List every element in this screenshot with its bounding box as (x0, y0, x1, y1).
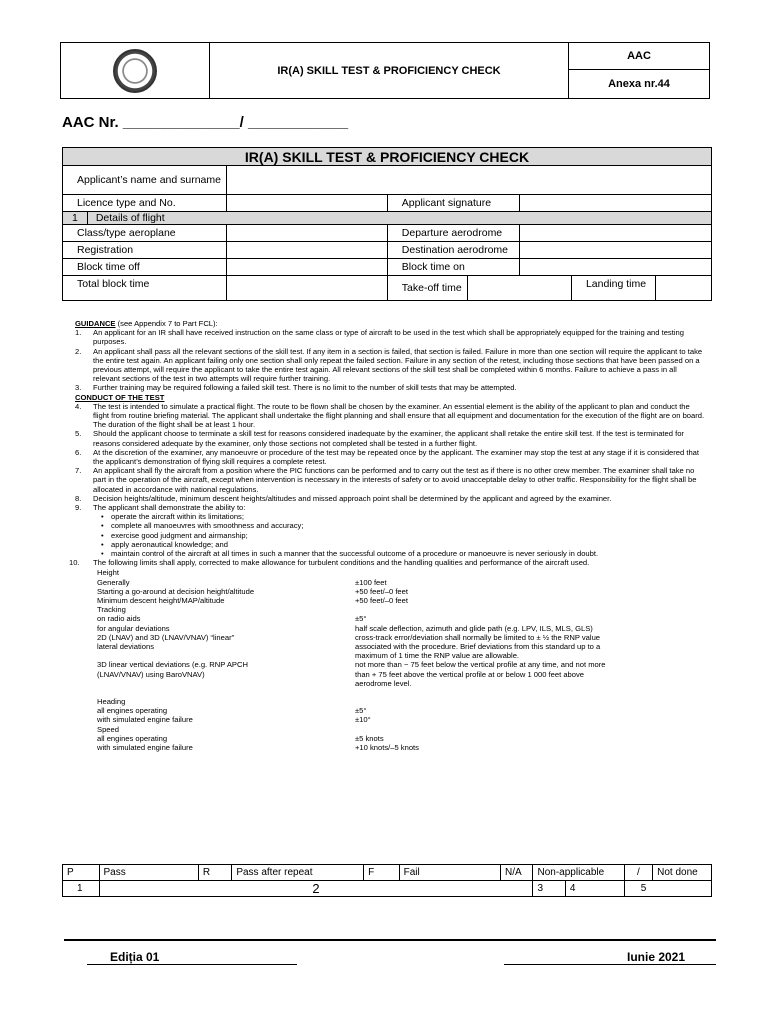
licence-field[interactable] (226, 195, 387, 212)
limit-row (75, 633, 705, 642)
limit-value: than + 75 feet above the vertical profile at or below 1 000 feet above (355, 669, 585, 679)
limit-label: Generally (97, 577, 130, 587)
limits-list (75, 568, 705, 752)
limit-value: +50 feet/–0 feet (355, 596, 408, 606)
limit-row (75, 670, 705, 679)
block-on-label: Block time on (387, 259, 519, 276)
limit-label: Speed (97, 724, 119, 734)
footer-edition: Ediția 01 (110, 950, 160, 964)
registration-label: Registration (63, 242, 227, 259)
legend-num-1: 1 (63, 881, 100, 897)
limit-row (75, 568, 705, 577)
limit-label: lateral deviations (97, 641, 154, 651)
limit-row (75, 706, 705, 715)
takeoff-field[interactable] (467, 276, 571, 301)
limit-label: 2D (LNAV) and 3D (LNAV/VNAV) “linear” (97, 632, 235, 642)
landing-field[interactable] (656, 276, 712, 301)
list-item: 2. An applicant shall pass all the relevant sections of the skill test. If any item in a section is failed, that section is failed. Failure in more than one section will require the applicant to take the entire test again. An applicant failing only one section shall only repeat the failed section. Failure in any section of the retest, including those sections that have been passed on a previous attempt, will require the applicant to take the entire test again. All relevant sections of the skill test shall be completed within 6 months. Failure to achieve a pass in all relevant sections of the test in two attempts will require further training. (75, 346, 703, 384)
legend-num-4: 4 (565, 881, 624, 897)
limit-row (75, 715, 705, 724)
destination-label: Destination aerodrome (387, 242, 519, 259)
footer-underline-left (87, 964, 297, 965)
applicant-name-label: Applicant’s name and surname (63, 166, 227, 195)
bullet-item: • apply aeronautical knowledge; and (75, 540, 705, 549)
class-type-label: Class/type aeroplane (63, 225, 227, 242)
limit-row (75, 605, 705, 614)
limit-row (75, 651, 705, 660)
section-number: 1 (63, 212, 88, 225)
aac-number-line: AAC Nr. ______________/ ____________ (62, 114, 349, 131)
bullet-item: • maintain control of the aircraft at all times in such a manner that the successful outcome of a procedure or manoeuvre is never seriously in doubt. (75, 549, 705, 558)
block-off-label: Block time off (63, 259, 227, 276)
form-title: IR(A) SKILL TEST & PROFICIENCY CHECK (63, 148, 712, 166)
legend-r: R (198, 865, 231, 881)
signature-field[interactable] (519, 195, 711, 212)
limit-label: with simulated engine failure (97, 715, 193, 725)
limit-value: ±5° (355, 706, 367, 716)
footer-divider (64, 939, 716, 941)
guidance-heading: GUIDANCE (75, 319, 116, 328)
destination-field[interactable] (519, 242, 711, 259)
limit-label: all engines operating (97, 706, 168, 716)
limit-value: half scale deflection, azimuth and glide path (e.g. LPV, ILS, MLS, GLS) (355, 623, 593, 633)
limit-row (75, 743, 705, 752)
limit-value: aerodrome level. (355, 678, 412, 688)
block-on-field[interactable] (519, 259, 711, 276)
list-item: 1. An applicant for an IR shall have received instruction on the same class or type of aircraft to be used in the test which shall be appropriately equipped for the training and testing purposes. (75, 328, 684, 347)
legend-repeat: Pass after repeat (232, 865, 364, 881)
limit-label: (LNAV/VNAV) using BaroVNAV) (97, 669, 205, 679)
limit-row (75, 734, 705, 743)
list-item: 6. At the discretion of the examiner, any manoeuvre or procedure of the test may be repeated once by the applicant. The examiner may stop the test at any stage if it is considered that the applicant’s demonstration of flying skill requires a complete retest. (75, 447, 700, 467)
header-title: IR(A) SKILL TEST & PROFICIENCY CHECK (210, 43, 569, 99)
grading-legend-table (62, 864, 712, 897)
licence-label: Licence type and No. (63, 195, 227, 212)
registration-field[interactable] (226, 242, 387, 259)
limit-row (75, 660, 705, 669)
block-off-field[interactable] (226, 259, 387, 276)
limit-value: +50 feet/–0 feet (355, 586, 408, 596)
limit-value: ±5 knots (355, 733, 384, 743)
limit-label: on radio aids (97, 614, 141, 624)
limit-row (75, 614, 705, 623)
total-block-field[interactable] (226, 276, 387, 301)
signature-label: Applicant signature (387, 195, 519, 212)
section-title: Details of flight (87, 212, 711, 225)
legend-p: P (63, 865, 100, 881)
legend-nonapp: Non-applicable (533, 865, 624, 881)
takeoff-label: Take-off time (387, 276, 467, 301)
limit-label: Starting a go-around at decision height/altitude (97, 586, 255, 596)
guidance-heading-suffix: (see Appendix 7 to Part FCL): (115, 319, 218, 328)
limit-label: all engines operating (97, 733, 168, 743)
limit-row (75, 688, 705, 697)
limit-row (75, 578, 705, 587)
limit-row (75, 596, 705, 605)
landing-label: Landing time (571, 276, 655, 301)
limit-row (75, 624, 705, 633)
departure-field[interactable] (519, 225, 711, 242)
class-type-field[interactable] (226, 225, 387, 242)
total-block-label: Total block time (63, 276, 227, 301)
limit-value: ±5° (355, 614, 367, 624)
limit-value: maximum of 1 time the RNP value are allowable. (355, 651, 520, 661)
limit-label: Minimum descent height/MAP/altitude (97, 596, 225, 606)
limit-value: not more than − 75 feet below the vertical profile at any time, and not more (355, 660, 606, 670)
legend-notdone: Not done (653, 865, 712, 881)
logo-cell (61, 43, 210, 99)
list-item: 7. An applicant shall fly the aircraft from a position where the PIC functions can be performed and to carry out the test as if there is no other crew member. The examiner shall take no part in the operation of the aircraft, except when intervention is necessary in the interests of safety or to avoid unacceptable delay to other traffic. Responsibility for the flight shall be allocated in accordance with national regulations. (75, 466, 697, 494)
bullet-item: • operate the aircraft within its limitations; (75, 512, 705, 521)
limit-row (75, 587, 705, 596)
list-item: 10. The following limits shall apply, corrected to make allowance for turbulent conditions and the handling qualities and performance of the aircraft used. (69, 558, 590, 568)
limit-value: cross-track error/deviation shall normally be limited to ± ½ the RNP value (355, 632, 601, 642)
limit-label: 3D linear vertical deviations (e.g. RNP APCH (97, 660, 248, 670)
list-item: 9. The applicant shall demonstrate the ability to: (75, 503, 246, 513)
flight-details-table (62, 147, 712, 301)
limit-label: Heading (97, 697, 126, 707)
limit-label: Tracking (97, 605, 126, 615)
bullet-item: • exercise good judgment and airmanship; (75, 531, 705, 540)
limit-row (75, 697, 705, 706)
aac-crest-logo (113, 49, 157, 93)
list-item: 5. Should the applicant choose to terminate a skill test for reasons considered inadequate by the examiner, the applicant shall retake the entire skill test. If the test is terminated for reasons considered adequate by the examiner, only those sections not completed shall be tested in a further flight. (75, 429, 684, 448)
limit-value: ±100 feet (355, 577, 387, 587)
limit-value: associated with the procedure. Brief deviations from this standard up to a (355, 641, 601, 651)
limit-value: +10 knots/–5 knots (355, 743, 419, 753)
departure-label: Departure aerodrome (387, 225, 519, 242)
list-item: 4. The test is intended to simulate a practical flight. The route to be flown shall be chosen by the examiner. An essential element is the ability of the applicant to plan and conduct the flight from routine briefing material. The applicant shall undertake the flight planning and shall ensure that all equipment and documentation for the execution of the flight are on board. The duration of the flight shall be at least 1 hour. (75, 401, 705, 430)
list-item: 8. Decision heights/altitude, minimum descent heights/altitudes and missed approach point shall be determined by the applicant and agreed by the examiner. (75, 493, 612, 503)
legend-slash: / (624, 865, 652, 881)
document-header (60, 42, 710, 99)
list-item: 3. Further training may be required following a failed skill test. There is no limit to the number of skill tests that may be attempted. (75, 383, 517, 393)
limit-row (75, 725, 705, 734)
bullet-item: • complete all manoeuvres with smoothness and accuracy; (75, 521, 705, 530)
limit-value: ±10° (355, 715, 371, 725)
limit-label: with simulated engine failure (97, 743, 193, 753)
legend-num-3: 3 (533, 881, 565, 897)
legend-num-2: 2 (99, 881, 533, 897)
header-org: AAC (569, 43, 710, 70)
legend-fail: Fail (399, 865, 500, 881)
limit-row (75, 679, 705, 688)
legend-num-5: 5 (624, 881, 711, 897)
applicant-name-field[interactable] (226, 166, 711, 195)
limit-row (75, 642, 705, 651)
footer-underline-right (504, 964, 716, 965)
guidance-section (69, 319, 705, 753)
legend-na: N/A (501, 865, 533, 881)
legend-f: F (364, 865, 399, 881)
conduct-heading: CONDUCT OF THE TEST (75, 392, 165, 402)
limit-label: for angular deviations (97, 623, 170, 633)
footer-date: Iunie 2021 (627, 950, 686, 964)
legend-pass: Pass (99, 865, 198, 881)
limit-label: Height (97, 568, 119, 578)
header-annex: Anexa nr.44 (569, 70, 710, 99)
